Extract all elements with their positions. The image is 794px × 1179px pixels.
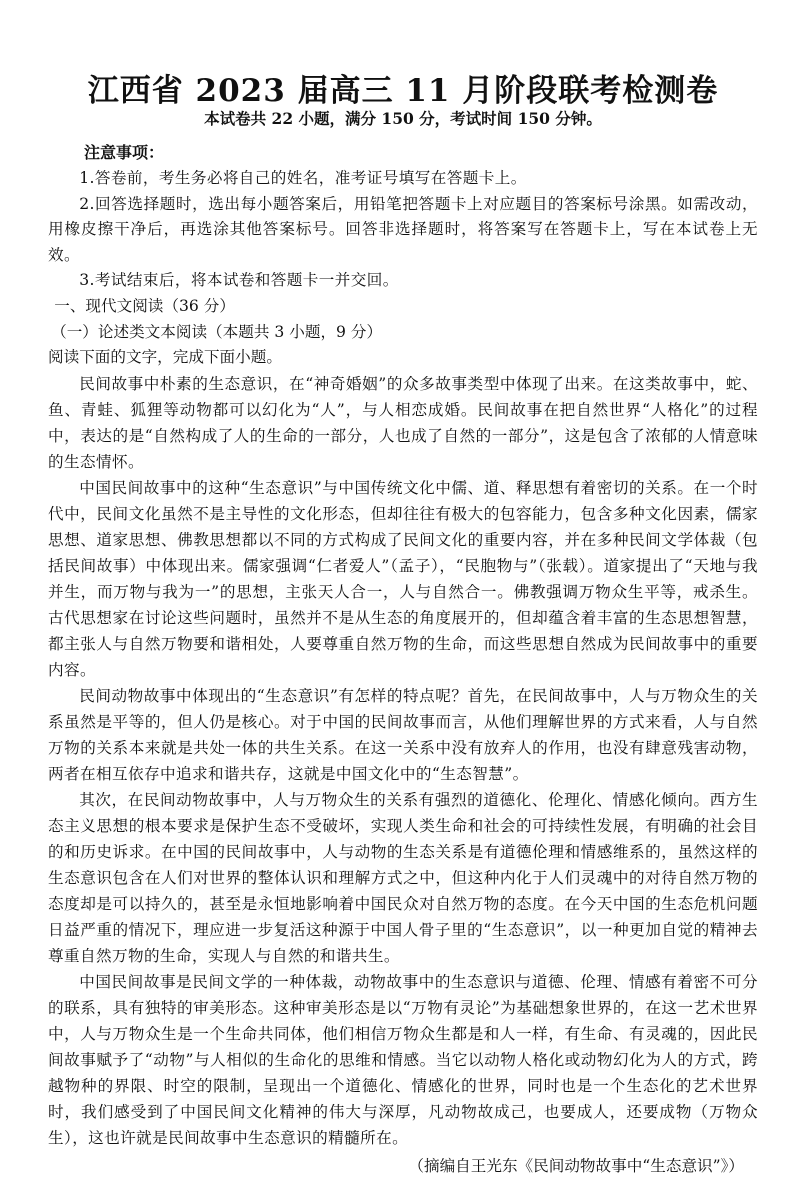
- notice-item-3: 3.考试结束后，将本试卷和答题卡一并交回。: [79, 271, 399, 290]
- notice-heading: 注意事项：: [84, 143, 165, 162]
- page-title: 江西省 2023 届高三 11 月阶段联考检测卷: [87, 73, 719, 109]
- article-paragraph: 中国民间故事是民间文学的一种体裁，动物故事中的生态意识与道德、伦理、情感有着密不可分的联系，具有独特的审美形态。这种审美形态是以“万物有灵论”为基础想象世界的，在这一艺术世界中，人与万物众生是一个生命共同体，他们相信万物众生都是和人一样，有生命、有灵魂的，因此民间故事赋予了“动物”与人相似的生命化的思维和情感。当它以动物人格化或动物幻化为人的方式，跨越物种的界限、时空的限制，呈现出一个道德化、情感化的世界，同时也是一个生态化的艺术世界时，我们感受到了中国民间文化精神的伟大与深厚，凡动物故成己，也要成人，还要成物（万物众生），这也许就是民间故事中生态意识的精髓所在。: [48, 972, 758, 1147]
- exam-info: 本试卷共 22 小题，满分 150 分，考试时间 150 分钟。: [204, 109, 602, 128]
- article-body: [48, 371, 758, 1179]
- subsection-title: （一）论述类文本阅读（本题共 3 小题，9 分）: [51, 322, 383, 341]
- section-title: 一、现代文阅读（36 分）: [54, 296, 235, 315]
- article-paragraph: 中国民间故事中的这种“生态意识”与中国传统文化中儒、道、释思想有着密切的关系。在一个时代中，民间文化虽然不是主导性的文化形态，但却往往有极大的包容能力，包含多种文化因素，儒家思想、道家思想、佛教思想都以不同的方式构成了民间文化的重要内容，并在多种民间文学体裁（包括民间故事）中体现出来。儒家强调“仁者爱人”（孟子），“民胞物与”（张载）。道家提出了“天地与我并生，而万物与我为一”的思想，主张天人合一，人与自然合一。佛教强调万物众生平等，戒杀生。古代思想家在讨论这些问题时，虽然并不是从生态的角度展开的，但却蕴含着丰富的生态思想智慧，都主张人与自然万物要和谐相处，人要尊重自然万物的生命，而这些思想自然成为民间故事中的重要内容。: [48, 478, 758, 679]
- notice-item-1: 1.答卷前，考生务必将自己的姓名，准考证号填写在答题卡上。: [79, 169, 527, 187]
- article-paragraph: 民间动物故事中体现出的“生态意识”有怎样的特点呢？首先，在民间故事中，人与万物众生的关系虽然是平等的，但人仍是核心。对于中国的民间故事而言，从他们理解世界的方式来看，人与自然万物的关系本来就是共处一体的共生关系。在这一关系中没有放弃人的作用，也没有肆意残害动物，两者在相互依存中追求和谐共存，这就是中国文化中的“生态智慧”。: [48, 686, 758, 783]
- notice-item-2: 2.回答选择题时，选出每小题答案后，用铅笔把答题卡上对应题目的答案标号涂黑。如需改动，用橡皮擦干净后，再选涂其他答案标号。回答非选择题时，将答案写在答题卡上，写在本试卷上无效。: [48, 194, 758, 264]
- article-paragraph: 民间故事中朴素的生态意识，在“神奇婚姻”的众多故事类型中体现了出来。在这类故事中，蛇、鱼、青蛙、狐狸等动物都可以幻化为“人”，与人相恋成婚。民间故事在把自然世界“人格化”的过程中，表达的是“自然构成了人的生命的一部分，人也成了自然的一部分”，这是包含了浓郁的人情意味的生态情怀。: [48, 374, 758, 471]
- article-paragraph: 其次，在民间动物故事中，人与万物众生的关系有强烈的道德化、伦理化、情感化倾向。西方生态主义思想的根本要求是保护生态不受破坏，实现人类生命和社会的可持续性发展，有明确的社会目的和历史诉求。在中国的民间故事中，人与动物的生态关系是有道德伦理和情感维系的，虽然这样的生态意识包含在人们对世界的整体认识和理解方式之中，但这种内化于人们灵魂中的对待自然万物的态度却是可以持久的，甚至是永恒地影响着中国民众对自然万物的态度。在今天中国的生态危机问题日益严重的情况下，理应进一步复活这种源于中国人骨子里的“生态意识”，以一种更加自觉的精神去尊重自然万物的生命，实现人与自然的和谐共生。: [48, 790, 758, 965]
- notice-block: [48, 140, 758, 294]
- reading-instruction: 阅读下面的文字，完成下面小题。: [48, 348, 282, 367]
- article-source: （摘编自王光东《民间动物故事中“生态意识”》）: [408, 1156, 744, 1175]
